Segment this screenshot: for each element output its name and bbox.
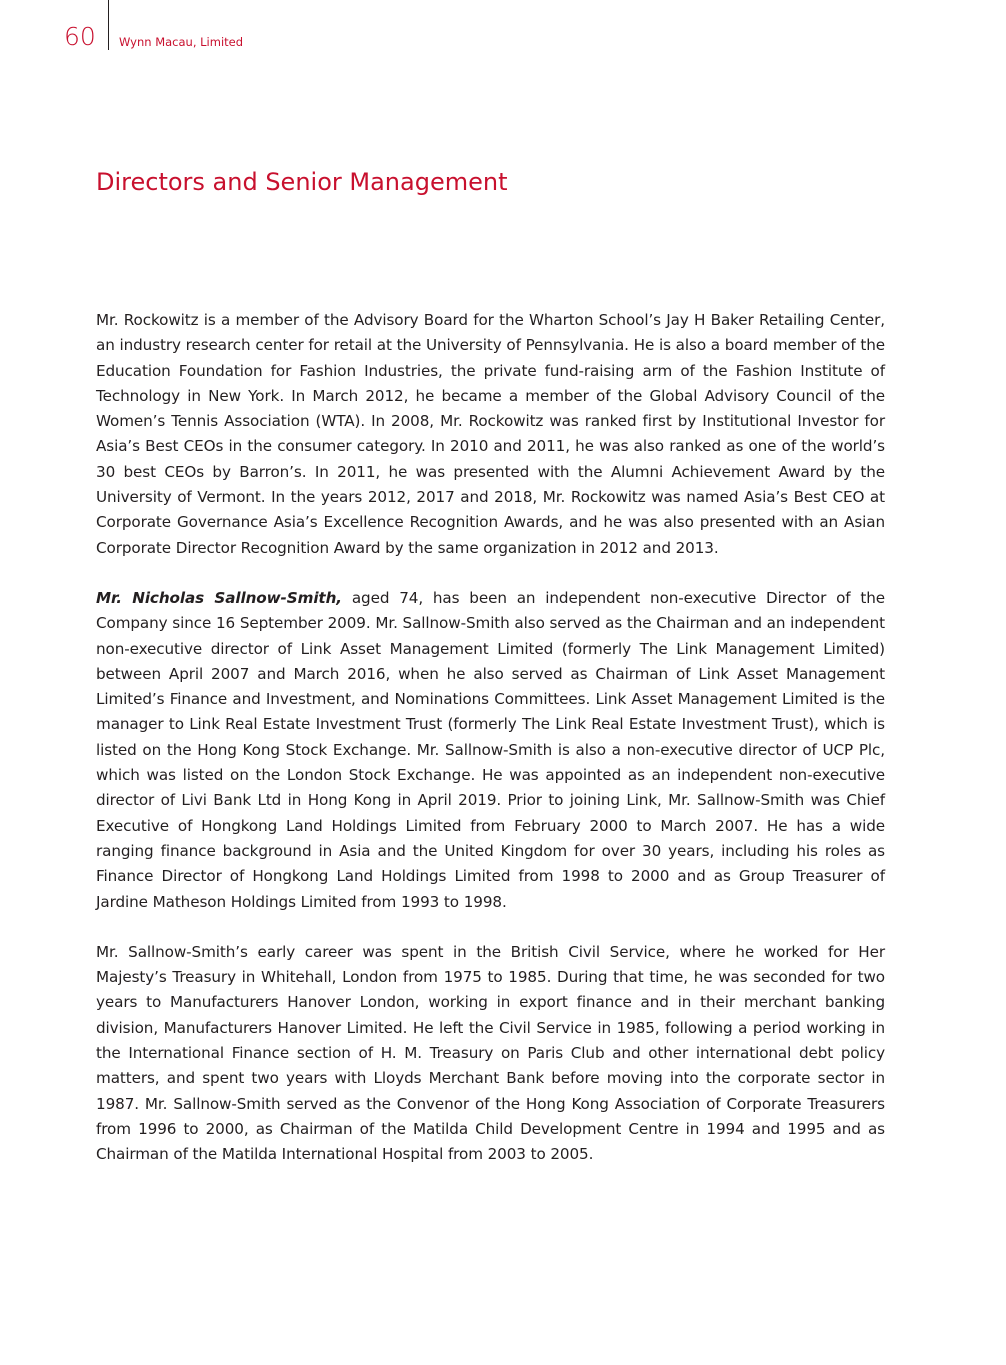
page-number: 60 <box>64 22 96 51</box>
paragraph-sallnow-smith-bio <box>96 586 885 915</box>
paragraph-sallnow-smith-text: aged 74, has been an independent non-executive Director of the Company since 16 September 2009. Mr. Sallnow-Smith also served as the Chairman and an independent non-executive director of Link Asset Management Limited (formerly The Link Management Limited) between April 2007 and March 2016, when he also served as Chairman of Link Asset Management Limited’s Finance and Investment, and Nominations Committees. Link Asset Management Limited is the manager to Link Real Estate Investment Trust (formerly The Link Real Estate Investment Trust), which is listed on the Hong Kong Stock Exchange. Mr. Sallnow-Smith is also a non-executive director of UCP Plc, which was listed on the London Stock Exchange. He was appointed as an independent non-executive director of Livi Bank Ltd in Hong Kong in April 2019. Prior to joining Link, Mr. Sallnow-Smith was Chief Executive of Hongkong Land Holdings Limited from February 2000 to March 2007. He has a wide ranging finance background in Asia and the United Kingdom for over 30 years, including his roles as Finance Director of Hongkong Land Holdings Limited from 1998 to 2000 and as Group Treasurer of Jardine Matheson Holdings Limited from 1993 to 1998. <box>96 588 885 911</box>
director-name: Mr. Nicholas Sallnow-Smith, <box>96 588 342 607</box>
paragraph-rockowitz: Mr. Rockowitz is a member of the Advisory Board for the Wharton School’s Jay H Baker Retailing Center, an industry research center for retail at the University of Pennsylvania. He is also a board member of the Education Foundation for Fashion Industries, the private fund-raising arm of the Fashion Institute of Technology in New York. In March 2012, he became a member of the Global Advisory Council of the Women’s Tennis Association (WTA). In 2008, Mr. Rockowitz was ranked first by Institutional Investor for Asia’s Best CEOs in the consumer category. In 2010 and 2011, he was also ranked as one of the world’s 30 best CEOs by Barron’s. In 2011, he was presented with the Alumni Achievement Award by the University of Vermont. In the years 2012, 2017 and 2018, Mr. Rockowitz was named Asia’s Best CEO at Corporate Governance Asia’s Excellence Recognition Awards, and he was also presented with an Asian Corporate Director Recognition Award by the same organization in 2012 and 2013. <box>96 311 885 557</box>
company-name: Wynn Macau, Limited <box>119 35 244 49</box>
body-text <box>96 308 885 1193</box>
page-header <box>0 0 1006 60</box>
section-title: Directors and Senior Management <box>96 168 508 196</box>
header-divider <box>108 0 109 50</box>
paragraph-sallnow-smith-career: Mr. Sallnow-Smith’s early career was spent in the British Civil Service, where he worked for Her Majesty’s Treasury in Whitehall, London from 1975 to 1985. During that time, he was seconded for two years to Manufacturers Hanover London, working in export finance and in their merchant banking division, Manufacturers Hanover Limited. He left the Civil Service in 1985, following a period working in the International Finance section of H. M. Treasury on Paris Club and other international debt policy matters, and spent two years with Lloyds Merchant Bank before moving into the corporate sector in 1987. Mr. Sallnow-Smith served as the Convenor of the Hong Kong Association of Corporate Treasurers from 1996 to 2000, as Chairman of the Matilda Child Development Centre in 1994 and 1995 and as Chairman of the Matilda International Hospital from 2003 to 2005. <box>96 942 885 1164</box>
